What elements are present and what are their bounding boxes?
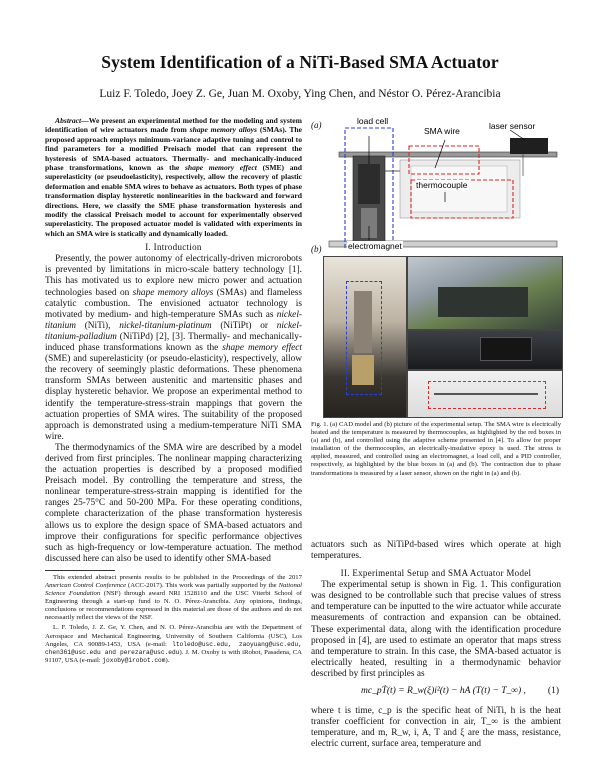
photo-red-highlight-box xyxy=(428,381,546,409)
footnote-2: L. F. Toledo, J. Z. Ge, Y. Chen, and N. O. Pérez-Arancibia are with the Department of Aerospace and Mechanical Engineering, University of Southern California (USC), Los Angeles, CA 90089-1453, USA (e-mail: ltoledo@usc.edu, zaoyuang@usc.edu, chen361@usc.edu and perezara@usc.edu). J. M. Oxoby is with iRobot, Pasadena, CA 91107, USA (e-mail: joxoby@irobot.com). xyxy=(45,624,302,664)
right-column xyxy=(311,540,561,750)
subfigure-label-a: (a) xyxy=(311,120,322,130)
setup-paragraph-2: where t is time, c_p is the specific heat of NiTi, h is the heat transfer coefficient for convection in air, T_∞ is the ambient temperature, and m, R_w, i, A, T and ξ are the mass, resistance, electric current, surface area, temperature and xyxy=(311,706,561,750)
photo-equipment xyxy=(438,287,528,317)
photo-setup-left xyxy=(323,256,407,418)
label-sma-wire: SMA wire xyxy=(424,126,460,136)
label-laser-sensor: laser sensor xyxy=(489,121,536,131)
figure-1 xyxy=(311,116,561,416)
photo-laser-unit xyxy=(480,337,532,361)
section-heading-introduction: I. Introduction xyxy=(145,242,202,253)
abstract: Abstract—We present an experimental method for the modeling and system identification of wire actuators made from shape memory alloys (SMAs). The proposed approach employs minimum-variance adaptive tuning and control to find parameters for a modified Preisach model that can represent the hysteresis of SMA-based actuators. Thermally- and mechanically-induced phase transformations, known as the shape memory effect (SME) and superelasticity (or pseudoelasticity), respectively, allow the recovery of plastic deformation and enable SMA wires to behave as actuators. Both types of phase transformation display hysteretic nonlinearities in the backward and forward directions. Here, we classify the SME phase transformation hysteresis and modify the classical Preisach model to account for experimentally observed superelasticity. The proposed actuator model is validated with experiments in which an SMA wire is statically and dynamically loaded. xyxy=(45,116,303,238)
cad-load-cell-block xyxy=(358,164,380,204)
photo-electromagnet xyxy=(352,355,374,385)
photo-laser-sensor xyxy=(407,330,563,370)
photo-sma-wire xyxy=(434,393,538,395)
footnote-1: This extended abstract presents results to be published in the Proceedings of the 2017 American Control Conference (ACC-2017). This work was partially supported by the National Science Foundation (NSF) through award NRI 1528110 and the USC Viterbi School of Engineering through a start-up fund to N. O. Pérez-Arancibia. Any opinions, findings, conclusions or recommendations expressed in this material are those of the authors and do not necessarily reflect the views of the NSF. xyxy=(45,573,303,622)
intro-paragraph-2: The thermodynamics of the SMA wire are described by a model derived from first principles. The nonlinear mapping characterizing the actuation properties is described by a proposed modified Preisach model. By controlling the temperature and stress, the nonlinear temperature-stress-strain mapping is identified for the ranges 25-75°C and 50-200 MPa. For these operating conditions, complete characterization of the phase transformation hysteresis allows us to explore the design space of SMA-based actuators and improve their configurations for specific performance objectives such as high-frequency or low-temperature actuation. The method discussed here can also be used to identify other SMA-based xyxy=(45,442,302,564)
paper-authors: Luiz F. Toledo, Joey Z. Ge, Juan M. Oxoby, Ying Chen, and Néstor O. Pérez-Arancibia xyxy=(99,88,501,100)
equation-1-body: mc_pṪ(t) = R_w(ξ)i²(t) − hA (T(t) − T_∞) , xyxy=(361,686,526,697)
photo-setup-overview xyxy=(407,256,563,330)
footnote-divider xyxy=(45,570,115,571)
photo-load-cell xyxy=(354,291,372,353)
equation-1-number: (1) xyxy=(547,686,559,697)
subfigure-label-b: (b) xyxy=(311,244,322,254)
photo-thermocouple-closeup xyxy=(407,370,563,418)
intro-paragraph-1: Presently, the power autonomy of electrically-driven microrobots is prevented by limitations in micro-scale battery technology [1]. This has motivated us to explore new micro power and actuation technologies based on shape memory alloys (SMAs) and flameless catalytic combustion. The envisioned actuator technology is motivated by medium- and high-temperature SMAs such as nickel-titanium (NiTi), nickel-titanium-platinum (NiTiPt) or nickel-titanium-palladium (NiTiPd) [2], [3]. Thermally- and mechanically-induced phase transformations known as the shape memory effect (SME) and superelasticity (or pseudo-elasticity), respectively, allow the recovery of seemingly plastic deformations. These phenomena transform SMAs between austenitic and martensitic phases and display hysteretic behavior. We propose an experimental method to identify the temperature-stress-strain mappings that govern the actuation properties of SMA wires. The suitability of the proposed approach is demonstrated using a medium-temperature NiTi SMA wire. xyxy=(45,254,303,442)
label-load-cell: load cell xyxy=(357,116,389,126)
section-heading-experimental-setup: II. Experimental Setup and SMA Actuator Model xyxy=(340,568,532,579)
equation-1 xyxy=(311,686,561,700)
right-continuation-paragraph: actuators such as NiTiPd-based wires which operate at high temperatures. xyxy=(311,540,561,562)
figure-caption: Fig. 1. (a) CAD model and (b) picture of the experimental setup. The SMA wire is electrically heated and the temperature is measured by thermocouples, as highlighted by the red boxes in (a) and (b), and controlled using the adaptive scheme presented in [4]. To allow for proper installation of the thermocouples, an electrically-insulative epoxy is used. The stress is applied, measured, and controlled using an electromagnet, a load cell, and a PID controller, respectively, as highlighted by the blue boxes in (a) and (b). The contraction due to phase transformations is measured by a laser sensor, shown on the right in (a) and (b). xyxy=(311,421,561,477)
setup-paragraph-1: The experimental setup is shown in Fig. 1. This configuration was designed to be controllable such that precise values of stress and temperature can be inputted to the wire actuator while accurate measurements of contraction and expansion can be obtained. These experimental data, along with the identification procedure proposed in [4], are used to estimate an operator that maps stress and temperature to strain. In this case, the SMA-based actuator is electrically heated, resulting in a thermodynamic behavior described by first principles as xyxy=(311,580,561,679)
paper-title: System Identification of a NiTi-Based SMA Actuator xyxy=(101,52,499,72)
cad-laser-sensor xyxy=(510,138,548,154)
left-column xyxy=(45,116,302,667)
label-electromagnet: electromagnet xyxy=(348,241,402,251)
label-thermocouple: thermocouple xyxy=(416,180,468,190)
